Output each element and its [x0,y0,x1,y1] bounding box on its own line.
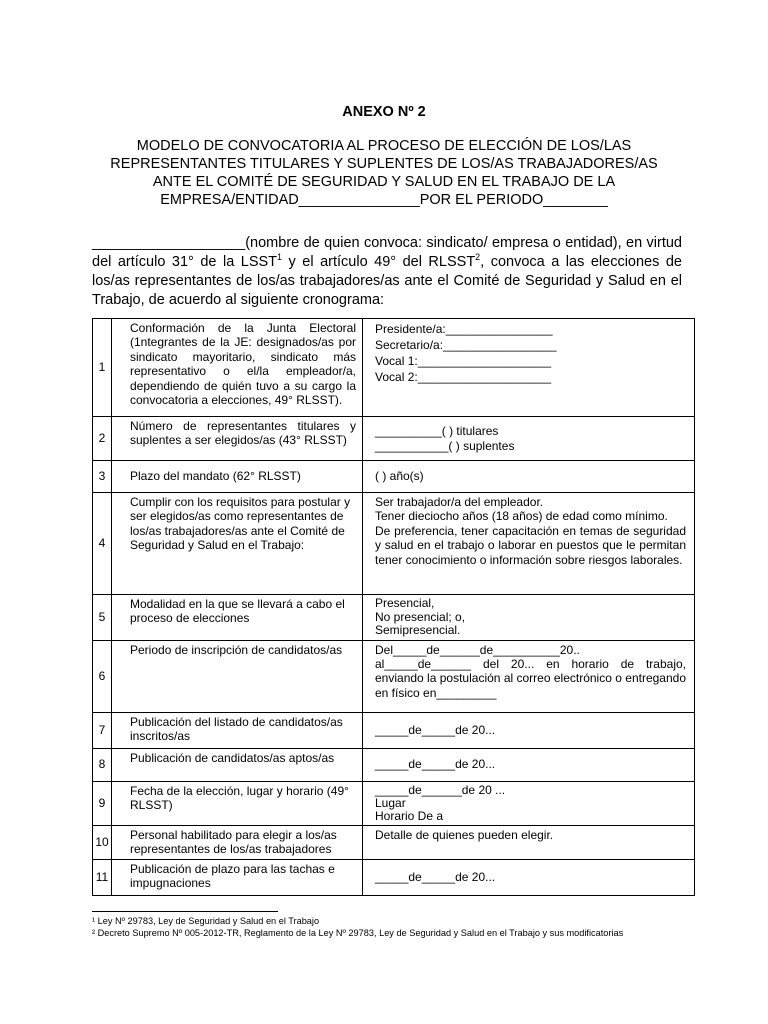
row-number: 11 [93,859,112,895]
footnote-2: ² Decreto Supremo Nº 005-2012-TR, Reglamento de la Ley Nº 29783, Ley de Seguridad y Salud en el Trabajo y sus modificatorias [92,927,624,938]
row-number: 2 [93,417,112,461]
heading-line: MODELO DE CONVOCATORIA AL PROCESO DE ELECCIÓN DE LOS/LAS [136,138,632,154]
table-row [93,319,695,417]
row-value [363,781,695,825]
schedule-table [92,318,695,896]
footnote-divider [92,911,278,912]
row-value [363,748,695,781]
value-line: Semipresencial. [375,623,461,637]
row-value [363,640,695,712]
row-description: Publicación de candidatos/as aptos/as [112,748,363,781]
row-value [363,461,695,493]
value-line: Vocal 2:____________________ [375,370,552,384]
value-line: ( ) año(s) [375,469,424,484]
table-row [93,417,695,461]
value-line: Vocal 1:____________________ [375,354,552,368]
value-line: _____de_____de 20... [375,757,496,772]
row-description: Publicación de plazo para las tachas e impugnaciones [112,859,363,895]
value-line: Presidente/a:________________ [375,322,553,336]
footnote-1: ¹ Ley Nº 29783, Ley de Seguridad y Salud en el Trabajo [92,916,320,926]
row-number: 9 [93,781,112,825]
intro-text: ___________________(nombre de quien convoca: sindicato/ empresa o entidad), en virtud del artículo 31° de la LSST [92,235,682,270]
value-line: Secretario/a:_________________ [375,338,557,352]
value-line: Del_____de______de__________20.. [375,642,580,657]
row-value [363,595,695,641]
row-description: Cumplir con los requisitos para postular y ser elegidos/as como representantes de los/as trabajadores/as ante el Comité de Seguridad y Salud en el Trabajo: [112,493,363,595]
row-value [363,825,695,859]
row-value [363,319,695,417]
row-value [363,417,695,461]
row-description: Periodo de inscripción de candidatos/as [112,640,363,712]
row-description: Fecha de la elección, lugar y horario (49° RLSST) [112,781,363,825]
row-description: Personal habilitado para elegir a los/as representantes de los/as trabajadores [112,825,363,859]
value-line: _____de______de 20 ... [375,782,506,797]
value-line: _____de_____de 20... [375,869,496,884]
value-line: De preferencia, tener capacitación en temas de seguridad y salud en el trabajo o laborar en puestos que le permitan tener conocimiento o información sobre riesgos laborales. [375,523,686,567]
document-heading [100,137,668,209]
value-line: Detalle de quienes pueden elegir. [375,827,554,842]
row-value [363,859,695,895]
table-row [93,712,695,748]
row-number: 10 [93,825,112,859]
row-description: Número de representantes titulares y suplentes a ser elegidos/as (43° RLSST) [112,417,363,461]
intro-text: , convoca a las elecciones de los/as representantes de los/as trabajadores/as ante el Comité de Seguridad y Salud en el Trabajo, de acuerdo al siguiente cronograma: [92,254,682,308]
value-line: Tener dieciocho años (18 años) de edad como mínimo. [375,509,668,524]
row-number: 7 [93,712,112,748]
footnotes [92,916,732,939]
row-number: 1 [93,319,112,417]
value-line: Ser trabajador/a del empleador. [375,495,544,509]
table-row [93,781,695,825]
row-number: 5 [93,595,112,641]
row-description: Plazo del mandato (62° RLSST) [112,461,363,493]
row-description: Conformación de la Junta Electoral (1ntegrantes de la JE: designados/as por sindicato mayoritario, sindicato más representativo o el/la empleador/a, dependiendo de quién tuvo a su cargo la convocatoria a elecciones, 49° RLSST). [112,319,363,417]
row-number: 8 [93,748,112,781]
value-line: Horario De a [375,808,444,823]
value-line: _____de_____de 20... [375,722,496,737]
table-row [93,493,695,595]
row-number: 4 [93,493,112,595]
value-line: al_____de______ del 20... en horario de trabajo, enviando la postulación al correo electrónico o entregando en físico en_________ [375,656,686,700]
table-row [93,825,695,859]
heading-line: ANTE EL COMITÉ DE SEGURIDAD Y SALUD EN EL TRABAJO DE LA [152,174,616,190]
annex-title: ANEXO Nº 2 [342,104,426,120]
row-description: Modalidad en la que se llevará a cabo el proceso de elecciones [112,595,363,641]
table-row [93,748,695,781]
heading-line: EMPRESA/ENTIDAD_______________POR EL PERIODO________ [160,192,608,208]
footnote-ref-2: 2 [475,252,481,263]
value-line: Lugar [375,795,406,810]
heading-line: REPRESENTANTES TITULARES Y SUPLENTES DE LOS/AS TRABAJADORES/AS [110,156,658,172]
value-line: ___________( ) suplentes [375,438,515,453]
row-number: 3 [93,461,112,493]
table-row [93,595,695,641]
table-row [93,640,695,712]
value-line: Presencial, [375,596,435,610]
value-line: __________( ) titulares [375,423,499,438]
row-value [363,493,695,595]
row-number: 6 [93,640,112,712]
intro-text: y el artículo 49° del RLSST [282,254,476,270]
row-value [363,712,695,748]
row-description: Publicación del listado de candidatos/as inscritos/as [112,712,363,748]
footnote-ref-1: 1 [277,252,283,263]
table-row [93,461,695,493]
table-row [93,859,695,895]
value-line: No presencial; o, [375,609,466,624]
intro-paragraph [92,234,682,310]
